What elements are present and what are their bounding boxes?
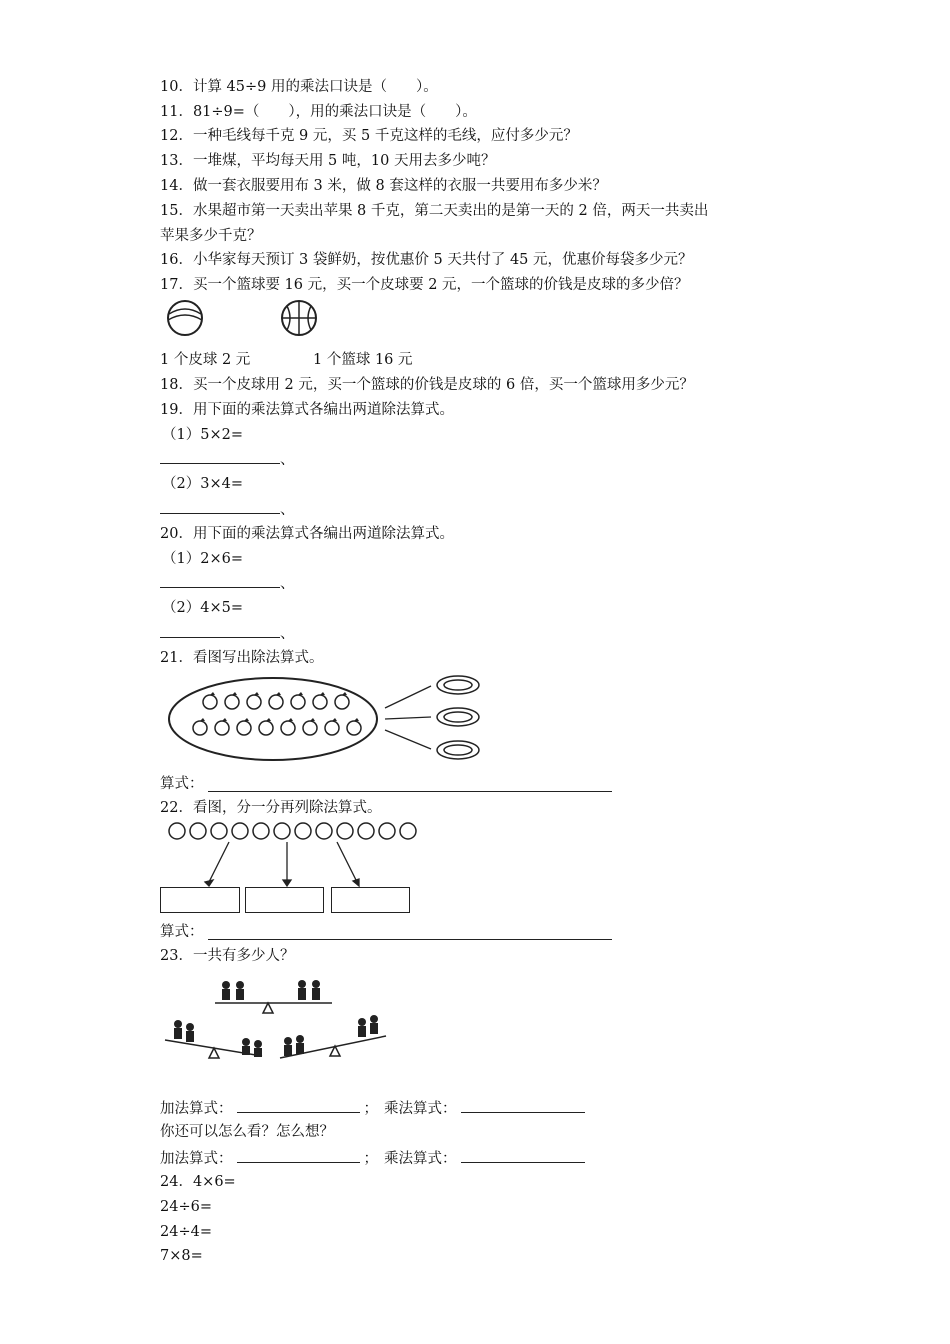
pause-mark: 、: [280, 452, 295, 468]
addition-label: 加法算式：: [160, 1101, 233, 1117]
answer-line-20-1[interactable]: [160, 573, 295, 594]
formula-label-22: 算式：: [160, 924, 204, 940]
children-icons: [174, 980, 378, 1057]
formula-answer-line-22[interactable]: [208, 939, 612, 940]
question-16: 16．小华家每天预订 3 袋鲜奶，按优惠价 5 天共付了 45 元，优惠价每袋多少元？: [160, 252, 693, 268]
addition-answer-blank[interactable]: [237, 1148, 360, 1163]
question-17: 17．买一个篮球要 16 元，买一个皮球要 2 元，一个篮球的价钱是皮球的多少倍？: [160, 277, 689, 293]
pause-mark: 、: [280, 576, 295, 592]
addition-multiplication-row-1: [160, 1098, 585, 1119]
basketball-icon: [278, 298, 320, 338]
question-24-b: 24÷6=: [160, 1199, 212, 1215]
question-20-part2: （2）4×5=: [162, 600, 243, 616]
question-19: 19．用下面的乘法算式各编出两道除法算式。: [160, 402, 454, 418]
question-23-followup: 你还可以怎么看？怎么想？: [160, 1124, 334, 1140]
semicolon: ；: [363, 1151, 378, 1167]
question-22: 22．看图，分一分再列除法算式。: [160, 800, 382, 816]
answer-line-20-2[interactable]: [160, 623, 295, 644]
basketball-price: 1 个篮球 16 元: [313, 352, 413, 368]
question-11: 11．81÷9=（ ），用的乘法口诀是（ ）。: [160, 104, 477, 120]
question-19-part1: （1）5×2=: [162, 427, 243, 443]
answer-box-1[interactable]: [160, 887, 240, 913]
semicolon: ；: [363, 1101, 378, 1117]
question-20: 20．用下面的乘法算式各编出两道除法算式。: [160, 526, 454, 542]
circles-division-figure: [165, 820, 425, 890]
formula-label-21: 算式：: [160, 776, 204, 792]
question-18: 18．买一个皮球用 2 元，买一个篮球的价钱是皮球的 6 倍，买一个篮球用多少元？: [160, 377, 694, 393]
addition-multiplication-row-2: [160, 1148, 585, 1169]
question-12: 12．一种毛线每千克 9 元，买 5 千克这样的毛线，应付多少元？: [160, 128, 578, 144]
question-20-part1: （1）2×6=: [162, 551, 243, 567]
question-21: 21．看图写出除法算式。: [160, 650, 324, 666]
fruits-and-plates-figure: [165, 672, 485, 770]
addition-answer-blank[interactable]: [237, 1098, 360, 1113]
answer-blank[interactable]: [160, 499, 280, 514]
fruit-row-bottom: [193, 721, 361, 735]
answer-line-19-2[interactable]: [160, 499, 295, 520]
question-15-line2: 苹果多少千克？: [160, 228, 262, 244]
answer-line-19-1[interactable]: [160, 449, 295, 470]
rubber-ball-price: 1 个皮球 2 元: [160, 352, 251, 368]
answer-blank[interactable]: [160, 623, 280, 638]
rubber-ball-icon: [164, 298, 206, 338]
answer-blank[interactable]: [160, 573, 280, 588]
pause-mark: 、: [280, 502, 295, 518]
multiplication-answer-blank[interactable]: [461, 1098, 585, 1113]
seesaw-children-figure: [160, 970, 395, 1070]
question-24-d: 7×8=: [160, 1248, 203, 1264]
question-24-c: 24÷4=: [160, 1224, 212, 1240]
question-10: 10．计算 45÷9 用的乘法口诀是（ ）。: [160, 79, 438, 95]
answer-box-3[interactable]: [331, 887, 410, 913]
question-13: 13．一堆煤，平均每天用 5 吨，10 天用去多少吨？: [160, 153, 496, 169]
plate-icon: [437, 676, 479, 759]
question-15-line1: 15．水果超市第一天卖出苹果 8 千克，第二天卖出的是第一天的 2 倍，两天一共卖出: [160, 203, 709, 219]
addition-label: 加法算式：: [160, 1151, 233, 1167]
question-24: 24．4×6=: [160, 1174, 236, 1190]
circle-row: [169, 823, 416, 839]
multiplication-label: 乘法算式：: [384, 1101, 457, 1117]
answer-blank[interactable]: [160, 449, 280, 464]
multiplication-answer-blank[interactable]: [461, 1148, 585, 1163]
multiplication-label: 乘法算式：: [384, 1151, 457, 1167]
answer-box-2[interactable]: [245, 887, 324, 913]
question-14: 14．做一套衣服要用布 3 米，做 8 套这样的衣服一共要用布多少米？: [160, 178, 607, 194]
pause-mark: 、: [280, 626, 295, 642]
formula-answer-line-21[interactable]: [208, 791, 612, 792]
question-19-part2: （2）3×4=: [162, 476, 243, 492]
question-23: 23．一共有多少人？: [160, 948, 295, 964]
fruit-row-top: [203, 695, 349, 709]
